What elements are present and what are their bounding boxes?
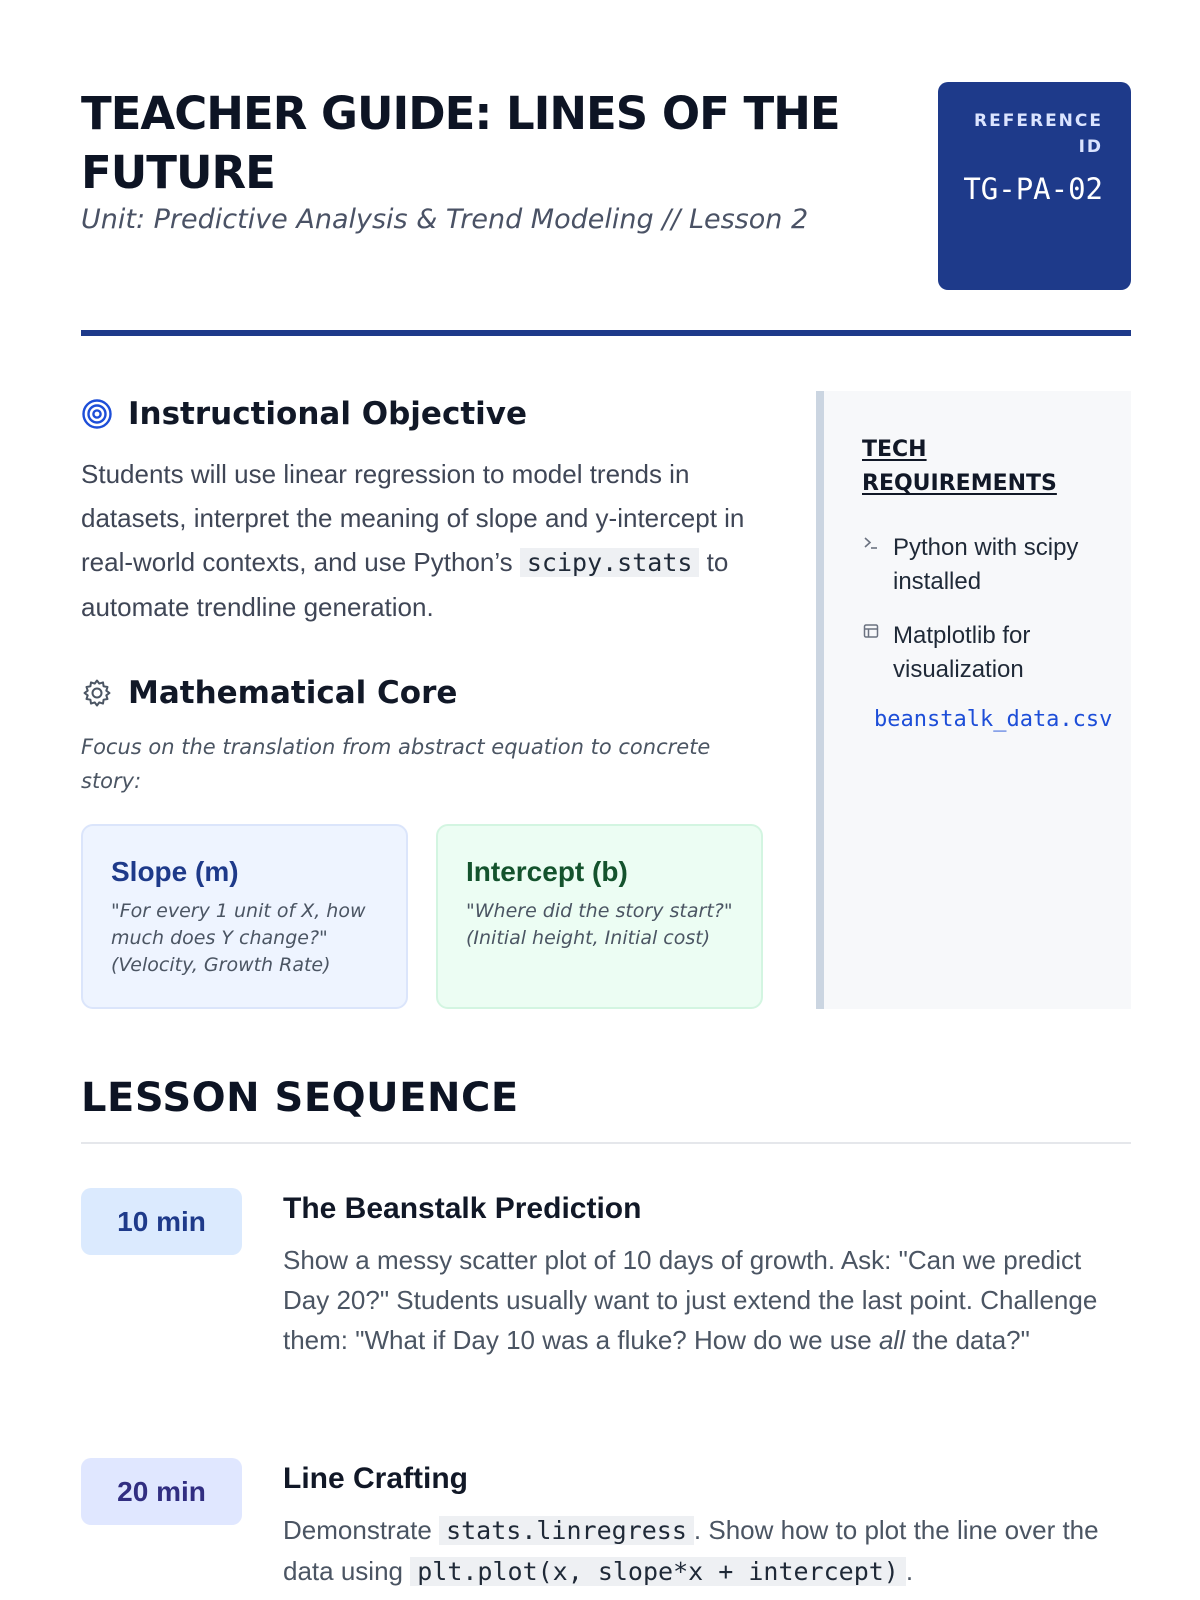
step-body: [283, 1458, 1131, 1592]
slope-card-text: "For every 1 unit of X, how much does Y change?" (Velocity, Growth Rate): [111, 900, 366, 976]
tech-requirements-heading: TECH REQUIREMENTS: [862, 437, 1057, 496]
objective-text: [81, 452, 771, 629]
intercept-card: [436, 824, 763, 1009]
intercept-card-title: Intercept (b): [466, 856, 628, 887]
window-icon: [862, 622, 880, 640]
step-duration-badge: 20 min: [81, 1458, 242, 1525]
step-code: plt.plot(x, slope*x + intercept): [410, 1557, 906, 1586]
gear-icon: [81, 677, 113, 709]
step-body: [283, 1188, 1131, 1360]
math-core-note: Focus on the translation from abstract equation to concrete story:: [81, 735, 711, 793]
slope-card-title: Slope (m): [111, 856, 239, 887]
step-text-start: Show a messy scatter plot of 10 days of growth. Ask: "Can we predict Day 20?" Students usually want to just extend the last point. Challenge them: "What if Day 10 was a fluke? How do we use: [283, 1245, 1098, 1355]
objective-text-end: to automate trendline generation.: [81, 547, 729, 622]
requirement-item: [862, 531, 1102, 599]
step-text-middle: . Show how to plot the line over the data using: [283, 1515, 1099, 1586]
intercept-card-text: "Where did the story start?" (Initial height, Initial cost): [466, 900, 733, 949]
reference-label: REFERENCE ID: [974, 111, 1103, 157]
terminal-icon: [862, 534, 880, 552]
step-description: [283, 1240, 1131, 1360]
lesson-sequence-divider: [81, 1142, 1131, 1144]
math-core-heading: Mathematical Core: [128, 675, 458, 711]
objective-heading-row: [81, 396, 527, 432]
step-text-end: the data?": [904, 1325, 1030, 1355]
step-duration-badge: 10 min: [81, 1188, 242, 1255]
step-text-end: .: [905, 1556, 914, 1586]
step-description: [283, 1510, 1131, 1592]
reference-badge: [938, 82, 1131, 290]
step-emphasis: all: [878, 1325, 905, 1355]
step-title: Line Crafting: [283, 1462, 468, 1495]
reference-id: TG-PA-02: [963, 172, 1103, 206]
data-file-name: beanstalk_data.csv: [874, 707, 1113, 732]
header-divider: [81, 330, 1131, 336]
page-header: [81, 84, 1131, 290]
page-title: TEACHER GUIDE: LINES OF THE FUTURE: [81, 87, 840, 199]
requirement-item: [862, 619, 1102, 687]
slope-card: [81, 824, 408, 1009]
page-subtitle: Unit: Predictive Analysis & Trend Modeling // Lesson 2: [81, 204, 809, 235]
objective-code: scipy.stats: [520, 548, 700, 577]
step-code: stats.linregress: [439, 1516, 694, 1545]
math-core-heading-row: [81, 675, 457, 711]
lesson-sequence-heading: LESSON SEQUENCE: [81, 1075, 519, 1121]
step-text-start: Demonstrate: [283, 1515, 440, 1545]
objective-text-start: Students will use linear regression to model trends in datasets, interpret the meaning of slope and y-intercept in real-world contexts, and use Python’s: [81, 459, 745, 577]
objective-heading: Instructional Objective: [128, 396, 528, 432]
step-title: The Beanstalk Prediction: [283, 1192, 642, 1225]
requirement-label: Python with scipy installed: [893, 534, 1079, 595]
requirement-label: Matplotlib for visualization: [893, 622, 1031, 683]
tech-requirements-list: [862, 531, 1131, 687]
target-icon: [81, 398, 113, 430]
tech-requirements-sidebar: [816, 391, 1131, 1009]
